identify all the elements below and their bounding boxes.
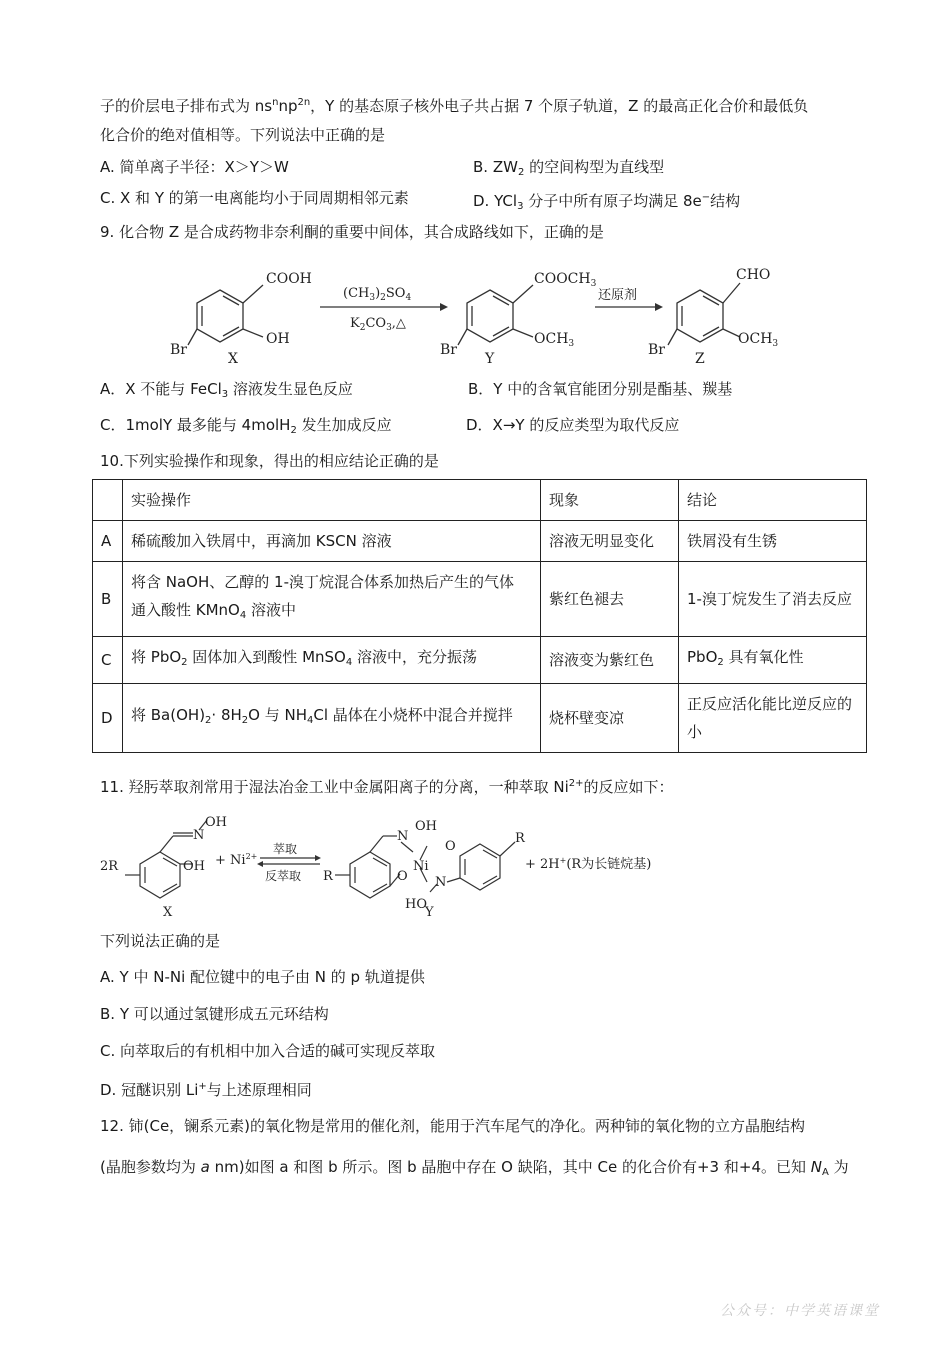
x-oh-label: OH bbox=[266, 331, 290, 347]
q10-stem: 10.下列实验操作和现象，得出的相应结论正确的是 bbox=[100, 452, 439, 470]
header-cell-conclusion: 结论 bbox=[679, 480, 867, 521]
q10-experiment-table bbox=[92, 479, 867, 753]
y-n-bottom-label: N bbox=[435, 875, 447, 890]
q11-extraction-scheme bbox=[95, 812, 675, 922]
x-oh-label: OH bbox=[183, 859, 205, 874]
row-phenomenon: 烧杯壁变凉 bbox=[541, 684, 679, 753]
table-header-row bbox=[93, 480, 867, 521]
row-phenomenon: 溶液无明显变化 bbox=[541, 521, 679, 562]
y-br-label: Br bbox=[440, 342, 457, 358]
q9-option-b: B．Y 中的含氧官能团分别是酯基、羰基 bbox=[468, 380, 733, 398]
q8-option-b: B. $ZW_2$ 的空间构型为直线型 bbox=[473, 158, 665, 178]
plus-ni-label: + $Ni^{2+}$ bbox=[215, 852, 258, 868]
row-conclusion: 正反应活化能比逆反应的小 bbox=[679, 684, 867, 753]
row-label: C bbox=[93, 637, 123, 684]
z-label: Z bbox=[695, 351, 705, 367]
arrow-back-extract-label: 反萃取 bbox=[265, 869, 302, 883]
watermark: 公众号：中学英语课堂 bbox=[720, 1303, 880, 1319]
row-operation: 稀硫酸加入铁屑中，再滴加 KSCN 溶液 bbox=[123, 521, 541, 562]
z-och3-label: $OCH_3$ bbox=[738, 331, 779, 349]
y-ho-label: HO bbox=[405, 897, 427, 912]
y-o-left-label: O bbox=[397, 869, 408, 884]
row-operation: 将 $Ba(OH)_2\cdot 8H_2O$ 与 $NH_4Cl$ 晶体在小烧杯中混合并搅拌 bbox=[123, 684, 541, 753]
x-2r-label: 2R bbox=[100, 859, 119, 874]
q11-option-d: D. 冠醚识别 Li+与上述原理相同 bbox=[100, 1081, 312, 1099]
q8-option-d: D. YCl$_3$ 分子中所有原子均满足 8e−结构 bbox=[473, 192, 741, 212]
q8-intro-line2: 化合价的绝对值相等。下列说法中正确的是 bbox=[100, 126, 386, 144]
table-row bbox=[93, 684, 867, 753]
row-label: B bbox=[93, 562, 123, 637]
reagent1-top: $(CH_3)_2SO_4$ bbox=[343, 286, 412, 303]
q11-lead: 下列说法正确的是 bbox=[100, 932, 221, 950]
x-oh-top-label: OH bbox=[205, 815, 227, 830]
arrow-extract-label: 萃取 bbox=[273, 842, 298, 856]
header-cell-label bbox=[93, 480, 123, 521]
y-cooch3-label: $COOCH_3$ bbox=[534, 271, 597, 289]
q8-option-c: C. X 和 Y 的第一电离能均小于同周期相邻元素 bbox=[100, 189, 409, 207]
row-label: D bbox=[93, 684, 123, 753]
x-n-label: N bbox=[193, 828, 205, 843]
y-label: Y bbox=[485, 351, 495, 367]
y-r-right-label: R bbox=[515, 831, 525, 846]
q8-intro-line1: 子的价层电子排布式为 $ns^nnp^{2n}$，Y 的基态原子核外电子共占据 7 个原子轨道，Z 的最高正化合价和最低负 bbox=[100, 97, 809, 115]
q12-line1: 12. 铈(Ce，镧系元素)的氧化物是常用的催化剂，能用于汽车尾气的净化。两种铈的氧化物的立方晶胞结构 bbox=[100, 1117, 806, 1135]
y-label: Y bbox=[425, 905, 434, 920]
row-phenomenon: 溶液变为紫红色 bbox=[541, 637, 679, 684]
x-cooh-label: COOH bbox=[266, 271, 312, 287]
q9-option-d: D．X→Y 的反应类型为取代反应 bbox=[466, 416, 680, 434]
q11-option-c: C. 向萃取后的有机相中加入合适的碱可实现反萃取 bbox=[100, 1042, 436, 1060]
q11-stem: 11. 羟肟萃取剂常用于湿法冶金工业中金属阳离子的分离，一种萃取 $Ni^{2+}$的反应如下： bbox=[100, 778, 674, 796]
row-label: A bbox=[93, 521, 123, 562]
table-row bbox=[93, 637, 867, 684]
molecule-y bbox=[458, 285, 533, 345]
y-ni-label: Ni bbox=[413, 859, 429, 874]
q9-option-c: C．1molY 最多能与 4molH$_2$ 发生加成反应 bbox=[100, 416, 392, 436]
molecule-x bbox=[188, 285, 263, 345]
y-o-right-label: O bbox=[445, 839, 456, 854]
row-conclusion: PbO$_2$ 具有氧化性 bbox=[679, 637, 867, 684]
row-phenomenon: 紫红色褪去 bbox=[541, 562, 679, 637]
q9-synthesis-scheme bbox=[150, 255, 810, 375]
x-label: X bbox=[228, 351, 238, 367]
q9-stem: 9. 化合物 Z 是合成药物非奈利酮的重要中间体，其合成路线如下，正确的是 bbox=[100, 223, 604, 241]
table-row bbox=[93, 521, 867, 562]
q11-option-b: B. Y 可以通过氢键形成五元环结构 bbox=[100, 1005, 329, 1023]
q12-line2: (晶胞参数均为 a nm)如图 a 和图 b 所示。图 b 晶胞中存在 O 缺陷，其中 Ce 的化合价有+3 和+4。已知 $N_A$ 为 bbox=[100, 1158, 849, 1178]
table-row bbox=[93, 562, 867, 637]
header-cell-operation: 实验操作 bbox=[123, 480, 541, 521]
z-br-label: Br bbox=[648, 342, 665, 358]
row-conclusion: 1-溴丁烷发生了消去反应 bbox=[679, 562, 867, 637]
x-br-label: Br bbox=[170, 342, 187, 358]
q9-option-a: A．X 不能与 FeCl$_3$ 溶液发生显色反应 bbox=[100, 380, 353, 400]
y-r-left-label: R bbox=[323, 869, 333, 884]
q11-option-a: A. Y 中 N-Ni 配位键中的电子由 N 的 p 轨道提供 bbox=[100, 968, 425, 986]
y-n-top-label: N bbox=[397, 829, 409, 844]
row-operation: 将含 NaOH、乙醇的 1-溴丁烷混合体系加热后产生的气体 通入酸性 KMnO$_4$ 溶液中 bbox=[123, 562, 541, 637]
reagent1-bottom: $K_2CO_3,\triangle$ bbox=[350, 316, 406, 333]
x-label: X bbox=[163, 905, 173, 920]
reagent2: 还原剂 bbox=[598, 288, 638, 303]
y-oh-top-label: OH bbox=[415, 819, 437, 834]
header-cell-phenomenon: 现象 bbox=[541, 480, 679, 521]
product-tail-label: + 2H+(R为长链烷基) bbox=[525, 856, 652, 872]
q8-option-a: A. 简单离子半径：X＞Y＞W bbox=[100, 158, 289, 176]
row-conclusion: 铁屑没有生锈 bbox=[679, 521, 867, 562]
row-operation: 将 PbO$_2$ 固体加入到酸性 MnSO$_4$ 溶液中，充分振荡 bbox=[123, 637, 541, 684]
y-och3-label: $OCH_3$ bbox=[534, 331, 575, 349]
z-cho-label: CHO bbox=[736, 267, 771, 283]
molecule-z bbox=[668, 283, 740, 345]
